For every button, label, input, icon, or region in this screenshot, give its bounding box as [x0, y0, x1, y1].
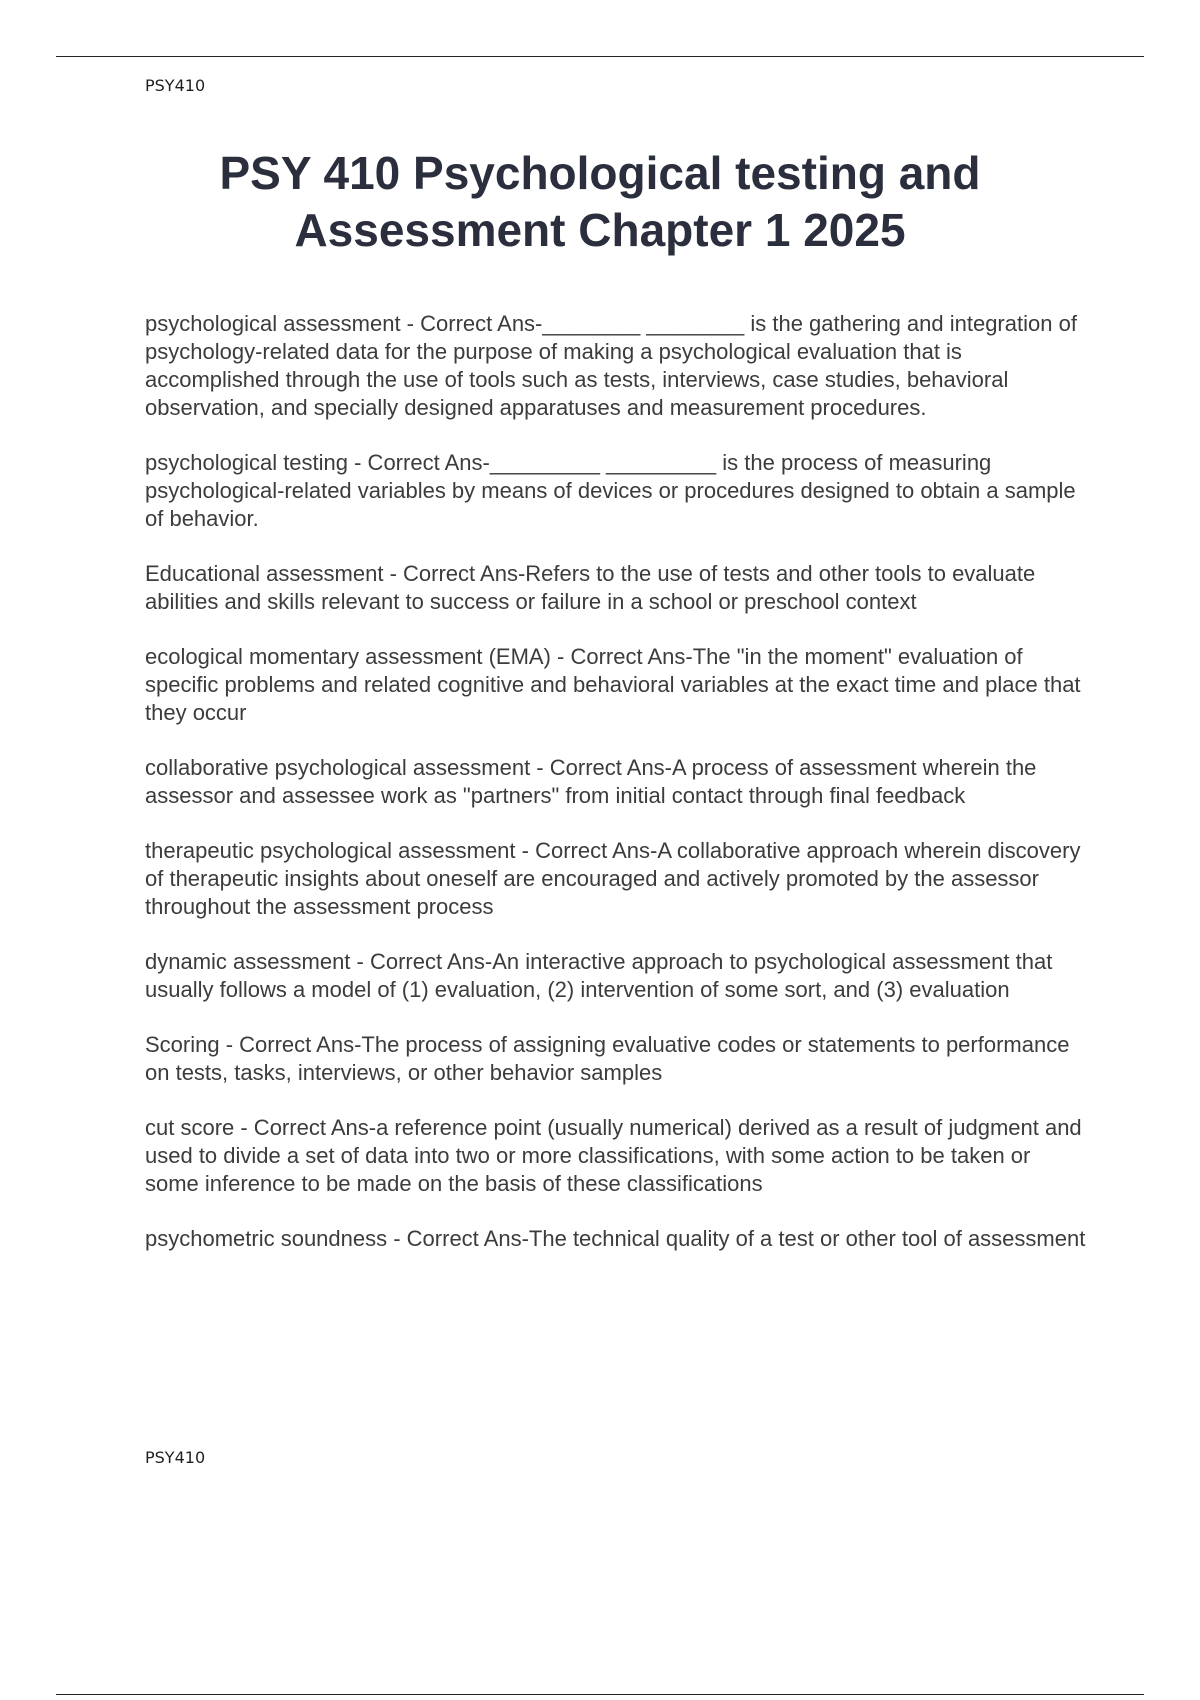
flashcard-entry: cut score - Correct Ans-a reference point (usually numerical) derived as a result of judgment and used to divide a set of data into two or more classifications, with some action to be taken or some inference to be made on the basis of these classifications	[145, 1115, 1082, 1196]
flashcard-entry: dynamic assessment - Correct Ans-An interactive approach to psychological assessment that usually follows a model of (1) evaluation, (2) intervention of some sort, and (3) evaluation	[145, 949, 1053, 1002]
footer-rule	[56, 1694, 1144, 1695]
header-course-label: PSY410	[145, 76, 206, 95]
title-line-1: PSY 410 Psychological testing and	[219, 147, 981, 199]
flashcard-entry: psychological testing - Correct Ans-_________ _________ is the process of measuring psychological-related variables by means of devices or procedures designed to obtain a sample of behavior.	[145, 450, 1076, 531]
flashcard-list	[145, 310, 1090, 1280]
flashcard-entry: psychometric soundness - Correct Ans-The technical quality of a test or other tool of assessment	[145, 1226, 1086, 1251]
flashcard-entry: psychological assessment - Correct Ans-________ ________ is the gathering and integration of psychology-related data for the purpose of making a psychological evaluation that is accomplished through the use of tools such as tests, interviews, case studies, behavioral observation, and specially designed apparatuses and measurement procedures.	[145, 311, 1077, 420]
flashcard-entry: Scoring - Correct Ans-The process of assigning evaluative codes or statements to performance on tests, tasks, interviews, or other behavior samples	[145, 1032, 1070, 1085]
flashcard-entry: collaborative psychological assessment - Correct Ans-A process of assessment wherein the assessor and assessee work as "partners" from initial contact through final feedback	[145, 755, 1037, 808]
flashcard-entry: therapeutic psychological assessment - Correct Ans-A collaborative approach wherein discovery of therapeutic insights about oneself are encouraged and actively promoted by the assessor throughout the assessment process	[145, 838, 1081, 919]
header-rule	[56, 56, 1144, 57]
flashcard-entry: Educational assessment - Correct Ans-Refers to the use of tests and other tools to evaluate abilities and skills relevant to success or failure in a school or preschool context	[145, 561, 1036, 614]
document-title	[145, 145, 1055, 259]
title-line-2: Assessment Chapter 1 2025	[294, 204, 906, 256]
flashcard-entry: ecological momentary assessment (EMA) - Correct Ans-The "in the moment" evaluation of specific problems and related cognitive and behavioral variables at the exact time and place that they occur	[145, 644, 1081, 725]
footer-course-label: PSY410	[145, 1448, 206, 1467]
